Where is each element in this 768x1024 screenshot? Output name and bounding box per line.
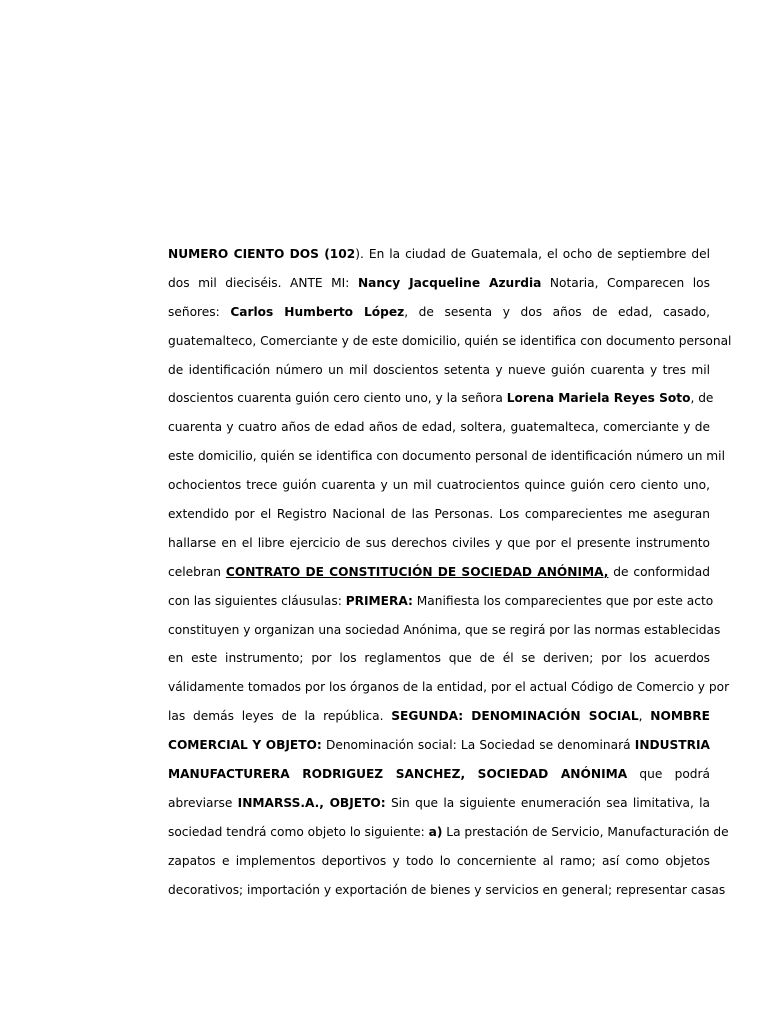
bold-text-segment: Lorena Mariela Reyes Soto xyxy=(506,391,691,406)
text-segment: guatemalteco, Comerciante y de este domicilio, quién se identifica con documento personal xyxy=(168,333,732,348)
text-line xyxy=(168,876,726,905)
text-line xyxy=(168,269,710,298)
text-segment: de identificación número un mil doscientos setenta y nueve guión cuarenta y tres mil xyxy=(168,362,710,377)
text-segment: Sin que la siguiente enumeración sea limitativa, la xyxy=(385,795,710,810)
text-segment: en este instrumento; por los reglamentos que de él se deriven; por los acuerdos xyxy=(168,651,710,666)
text-line xyxy=(168,702,710,731)
contract-body-text xyxy=(168,240,732,904)
text-segment: que podrá xyxy=(627,767,710,782)
text-segment: señores: xyxy=(168,304,231,319)
text-line xyxy=(168,847,710,876)
text-segment: , de xyxy=(690,391,714,406)
text-segment: válidamente tomados por los órganos de la entidad, por el actual Código de Comercio y por xyxy=(168,680,730,695)
bold-text-segment: NUMERO CIENTO DOS (102 xyxy=(168,247,356,261)
text-line xyxy=(168,298,710,327)
text-line xyxy=(168,673,730,702)
bold-text-segment: a) xyxy=(428,824,443,839)
text-line xyxy=(168,240,710,269)
text-line xyxy=(168,644,710,673)
text-segment: ochocientos trece guión cuarenta y un mil cuatrocientos quince guión cero ciento uno, xyxy=(168,478,710,493)
bold-text-segment: INMARSS.A., OBJETO: xyxy=(237,795,386,810)
text-segment: ). En la ciudad de Guatemala, el ocho de septiembre del xyxy=(355,247,711,261)
bold-text-segment: Carlos Humberto López xyxy=(230,304,405,319)
text-line xyxy=(168,413,710,442)
text-segment: de conformidad xyxy=(608,564,711,579)
text-segment: doscientos cuarenta guión cero ciento uno, y la señora xyxy=(168,391,507,406)
text-segment: abreviarse xyxy=(168,795,238,810)
text-segment: La prestación de Servicio, Manufacturación de xyxy=(442,824,729,839)
text-line xyxy=(168,558,710,587)
text-line xyxy=(168,442,725,471)
text-segment: este domicilio, quién se identifica con documento personal de identificación número un mil xyxy=(168,449,725,464)
text-segment: con las siguientes cláusulas: xyxy=(168,593,346,608)
text-segment: Notaria, Comparecen los xyxy=(541,275,710,290)
text-segment: , xyxy=(638,709,651,724)
text-segment: zapatos e implementos deportivos y todo lo concerniente al ramo; así como objetos xyxy=(168,853,710,868)
text-line xyxy=(168,616,721,645)
text-segment: dos mil dieciséis. ANTE MI: xyxy=(168,275,358,290)
text-segment: extendido por el Registro Nacional de las Personas. Los comparecientes me aseguran xyxy=(168,507,710,522)
text-line xyxy=(168,789,710,818)
text-line xyxy=(168,587,714,616)
text-segment: Manifiesta los comparecientes que por este acto xyxy=(412,593,714,608)
bold-text-segment: MANUFACTURERA RODRIGUEZ SANCHEZ, SOCIEDAD ANÓNIMA xyxy=(168,767,628,782)
text-line xyxy=(168,760,710,789)
text-line xyxy=(168,327,732,356)
text-segment: decorativos; importación y exportación de bienes y servicios en general; representar casas xyxy=(168,882,726,897)
bold-text-segment: Nancy Jacqueline Azurdia xyxy=(357,275,542,290)
text-line xyxy=(168,529,710,558)
text-line xyxy=(168,818,729,847)
bold-text-segment: NOMBRE xyxy=(650,709,710,724)
text-line xyxy=(168,356,710,385)
text-segment: constituyen y organizan una sociedad Anónima, que se regirá por las normas establecidas xyxy=(168,622,721,637)
bold-text-segment: SEGUNDA: DENOMINACIÓN SOCIAL xyxy=(391,709,639,724)
text-segment: Denominación social: La Sociedad se denominará xyxy=(321,738,635,753)
text-line xyxy=(168,384,714,413)
text-segment: hallarse en el libre ejercicio de sus derechos civiles y que por el presente instrumento xyxy=(168,535,710,550)
text-line xyxy=(168,471,710,500)
text-segment: las demás leyes de la república. xyxy=(168,709,392,724)
bold-text-segment: INDUSTRIA xyxy=(634,738,710,753)
text-segment: celebran xyxy=(168,564,226,579)
bold-text-segment: COMERCIAL Y OBJETO: xyxy=(168,738,322,753)
text-line xyxy=(168,731,710,760)
bold-text-segment: CONTRATO DE CONSTITUCIÓN DE SOCIEDAD ANÓNIMA, xyxy=(225,564,609,579)
bold-text-segment: PRIMERA: xyxy=(345,593,413,608)
text-segment: cuarenta y cuatro años de edad años de edad, soltera, guatemalteca, comerciante y de xyxy=(168,420,710,435)
text-line xyxy=(168,500,710,529)
text-segment: , de sesenta y dos años de edad, casado, xyxy=(404,304,710,319)
text-segment: sociedad tendrá como objeto lo siguiente: xyxy=(168,824,429,839)
